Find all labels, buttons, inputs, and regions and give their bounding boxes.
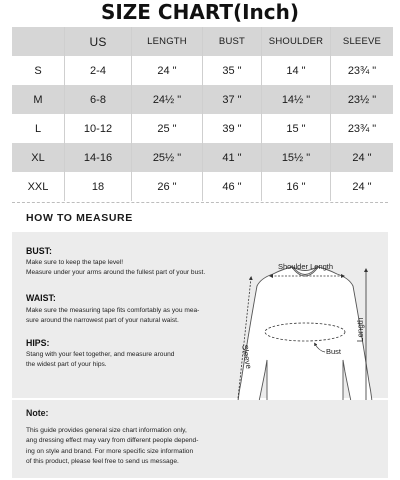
- table-cell: L: [12, 114, 65, 143]
- column-header: [12, 27, 65, 56]
- waist-instruction-1: Make sure the measuring tape fits comfortably as you mea-: [26, 307, 200, 314]
- table-row: [12, 143, 393, 172]
- table-cell: XXL: [12, 172, 65, 201]
- table-cell: 15½ ": [262, 143, 331, 172]
- length-label: Length: [356, 317, 365, 342]
- table-cell: 23¾ ": [347, 64, 377, 77]
- table-cell: 15 ": [262, 114, 331, 143]
- table-cell: M: [12, 85, 65, 114]
- column-header: US: [65, 27, 132, 56]
- table-row: [12, 172, 393, 201]
- waist-instruction-2: sure around the narrowest part of your natural waist.: [26, 317, 179, 324]
- table-cell: 2-4: [65, 56, 132, 85]
- table-cell: 25 ": [132, 114, 203, 143]
- column-header: SLEEVE: [331, 27, 394, 56]
- hips-label: HIPS:: [26, 338, 50, 348]
- table-row: [12, 114, 393, 143]
- column-header: BUST: [203, 27, 262, 56]
- size-chart-table: [12, 27, 393, 201]
- table-row: [12, 85, 393, 114]
- bust-label: BUST:: [26, 246, 52, 256]
- column-header: LENGTH: [132, 27, 203, 56]
- table-cell: 14-16: [65, 143, 132, 172]
- hips-instruction-1: Stang with your feet together, and measure around: [26, 351, 175, 358]
- table-cell: 37 ": [203, 85, 262, 114]
- waist-label: WAIST:: [26, 293, 56, 303]
- bust-diagram-label: Bust: [326, 347, 342, 356]
- table-cell: S: [12, 56, 65, 85]
- note-line: ing on style and brand. For more specific size information: [26, 447, 194, 455]
- table-cell: XL: [12, 143, 65, 172]
- hips-instruction-2: the widest part of your hips.: [26, 361, 107, 368]
- table-header-row: [12, 27, 393, 56]
- note-line: This guide provides general size chart information only,: [26, 427, 187, 434]
- note-line: ang dressing effect may vary from different people depend-: [26, 437, 199, 445]
- table-cell: 24½ ": [132, 85, 203, 114]
- table-cell: 41 ": [203, 143, 262, 172]
- table-cell: 16 ": [262, 172, 331, 201]
- bust-instruction-2: Measure under your arms around the fullest part of your bust.: [26, 269, 206, 276]
- table-cell: 6-8: [65, 85, 132, 114]
- table-cell: 46 ": [203, 172, 262, 201]
- note-text: [26, 426, 264, 468]
- table-cell: 25½ ": [132, 143, 203, 172]
- table-cell: 18: [65, 172, 132, 201]
- table-cell: 14½ ": [262, 85, 331, 114]
- table-cell: 23¾ ": [347, 122, 377, 135]
- table-cell: 35 ": [203, 56, 262, 85]
- table-row: [12, 56, 393, 85]
- note-line: of this product, please feel free to send us message.: [26, 458, 179, 466]
- shoulder-length-label: Shoulder Length: [278, 262, 334, 271]
- how-to-measure-heading: HOW TO MEASURE: [26, 212, 133, 224]
- note-label: Note:: [26, 408, 49, 418]
- table-cell: 23½ ": [331, 85, 394, 114]
- bust-instruction-1: Make sure to keep the tape level!: [26, 259, 124, 266]
- table-cell: 39 ": [203, 114, 262, 143]
- table-cell: 24 ": [132, 56, 203, 85]
- table-cell: 26 ": [132, 172, 203, 201]
- column-header: SHOULDER: [262, 27, 331, 56]
- table-cell: 14 ": [262, 56, 331, 85]
- table-cell: 10-12: [65, 114, 132, 143]
- page-title: SIZE CHART(Inch): [100, 0, 300, 24]
- table-cell: 24 ": [331, 143, 394, 172]
- table-cell: 24 ": [352, 180, 372, 193]
- divider: [12, 202, 388, 203]
- sleeve-label: Sleeve: [240, 344, 254, 370]
